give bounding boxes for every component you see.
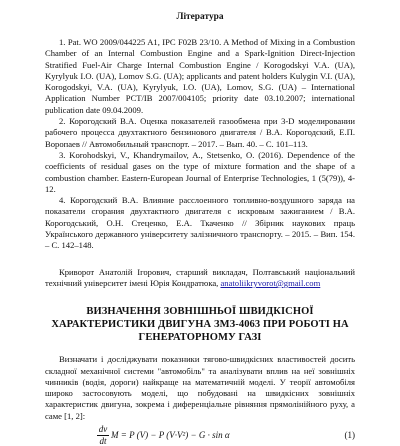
reference-1: 1. Pat. WO 2009/044225 A1, IPC F02B 23/10. A Method of Mixing in a Combustion Chamber of an Internal Combustion Engine and a Spark-Ignition Direct-Injection Stratified Fuel-Air Charge Internal Combustion Engine / Korogodskyi V.A. (UA), Kyrylyuk I.O. (UA), Lomov S.G. (UA); applicants and patent holders Kulygin V.I. (UA), Korogodskyi, V.A. (UA), Kyrylyuk, I.O. (UA), Lomov, S.G. (UA) – International Application Number PCT/IB 2007/004105; priority date 03.10.2007; international publication date 09.04.2009.	[45, 37, 355, 115]
author-email-link[interactable]: anatoliikryvorot@gmail.com	[220, 277, 321, 288]
author-info	[45, 267, 355, 290]
equation-number: (1)	[344, 430, 355, 441]
equation-1	[45, 424, 355, 446]
equation-denominator: dt	[99, 436, 107, 446]
equation-fraction	[97, 424, 109, 446]
author-text: Криворот Анатолій Ігорович, старший викладач, Полтавський національний технічний університет імені Юрія Кондратюка,	[45, 266, 355, 288]
equation-body: M = P (V) − P (V·V²) − G · sin α	[111, 430, 230, 441]
reference-4: 4. Корогодский В.А. Влияние расслоенного топливно-воздушного заряда на показатели сгорания двухтактного двигателя с искровым зажиганием / В.А. Корогодський, О.Н. Стеценко, Е.А. Ткаченко // Збірник наукових праць Українського державного університету залізничного транспорту. – 2015. – Вип. 154. – С. 142–148.	[45, 195, 355, 251]
reference-2: 2. Корогодский В.А. Оценка показателей газообмена при 3-D моделировании рабочего процесса двухтактного бензинового двигателя / В.А. Корогодский, Е.П. Воропаев // Автомобильный транспорт. – 2017. – Вып. 40. – С. 101–113.	[45, 116, 355, 149]
references-title: Література	[176, 12, 224, 22]
article-title: ВИЗНАЧЕННЯ ЗОВНІШНЬОЇ ШВИДКІСНОЇ ХАРАКТЕРИСТИКИ ДВИГУНА ЗМЗ-4063 ПРИ РОБОТІ НА ГЕНЕРАТОРНОМУ ГАЗІ	[51, 306, 349, 344]
reference-3: 3. Korohodskyi, V., Khandrymailov, A., Stetsenko, O. (2016). Dependence of the coefficients of residual gases on the type of mixture formation and the shape of a combustion chamber. Eastern-European Journal of Enterprise Technologies, 1 (5(79)), 4-12.	[45, 149, 355, 194]
intro-paragraph: Визначати і досліджувати показники тягово-швидкісних властивостей досить складної механічної системи "автомобіль" та аналізувати вплив на неї зовнішніх чинників (водія, дороги) найкраще на математичній моделі. У теорії автомобіля широко застосовують моделі, що побудовані на швидкісних зовнішніх характеристик двигуна, зокрема і диференціальне рівняння прямолінійного руху, а саме [1, 2]:	[45, 354, 355, 421]
equation-numerator: dv	[98, 424, 108, 435]
